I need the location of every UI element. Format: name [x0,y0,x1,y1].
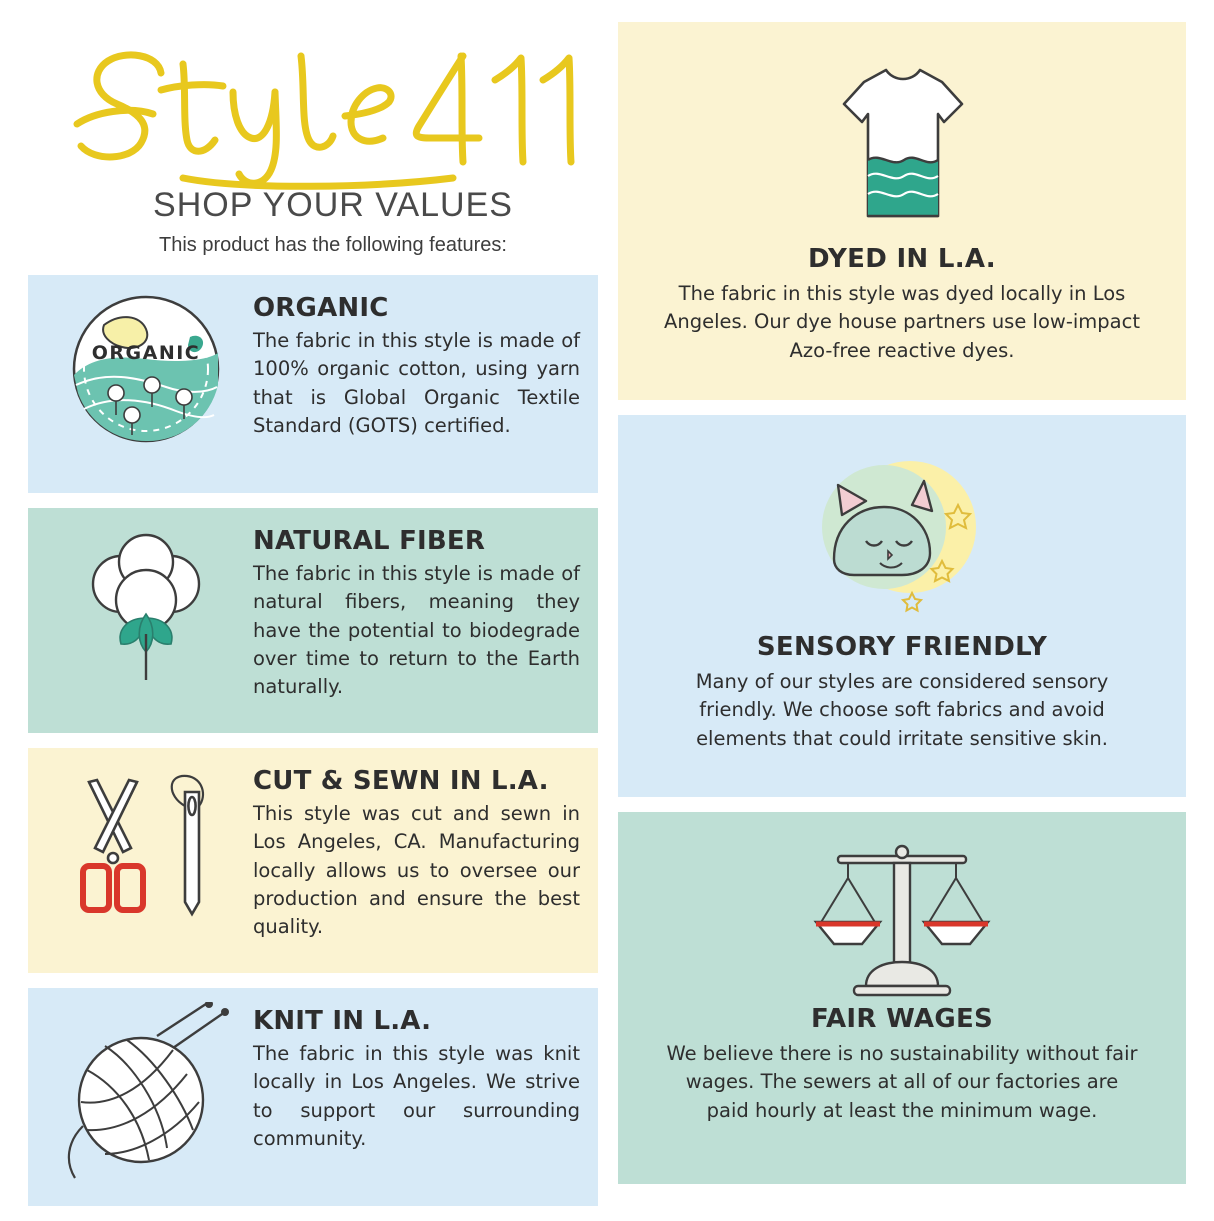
natural-fiber-text [253,522,586,701]
feature-card-fair-wages [618,812,1186,1184]
feature-card-cut-sewn [28,748,598,973]
feature-card-natural-fiber [28,508,598,733]
left-column [28,22,598,1221]
feature-card-knit [28,988,598,1206]
card-body: The fabric in this style was dyed locally in Los Angeles. Our dye house partners use low-impact Azo-free reactive dyes. [664,282,1140,362]
card-body: The fabric in this style is made of 100% organic cotton, using yarn that is Global Organic Textile Standard (GOTS) certified. [253,329,580,437]
organic-badge-icon [38,289,253,449]
knit-text [253,1002,586,1153]
card-body: The fabric in this style was knit locally in Los Angeles. We strive to support our surrounding community. [253,1042,580,1150]
card-body: We believe there is no sustainability without fair wages. The sewers at all of our factories are paid hourly at least the minimum wage. [666,1042,1138,1122]
logo [28,28,598,188]
feature-card-dyed [618,22,1186,400]
scissors-and-needle-icon [38,762,253,937]
header-note: This product has the following features: [159,234,507,256]
card-title: SENSORY FRIENDLY [756,632,1048,662]
feature-card-sensory [618,415,1186,797]
header [28,22,598,257]
card-title: KNIT IN L.A. [253,1006,432,1036]
sleeping-cat-moon-icon [648,441,1156,626]
cut-sewn-text [253,762,586,941]
right-column [618,22,1186,1199]
balance-scale-icon [648,838,1156,998]
card-title: DYED IN L.A. [808,244,996,274]
dyed-tshirt-icon [648,48,1156,238]
card-title: FAIR WAGES [810,1004,994,1034]
yarn-ball-icon [38,1002,253,1187]
cotton-boll-icon [38,522,253,692]
header-subtitle: SHOP YOUR VALUES [153,186,513,224]
card-title: CUT & SEWN IN L.A. [253,766,549,796]
card-title: NATURAL FIBER [253,526,486,556]
organic-text [253,289,586,440]
card-title: ORGANIC [253,293,389,323]
feature-card-organic [28,275,598,493]
organic-badge-label: ORGANIC [91,342,200,364]
card-body: Many of our styles are considered sensory friendly. We choose soft fabrics and avoid elements that could irritate sensitive skin. [695,670,1109,750]
style-411-logo-icon [33,28,593,193]
card-body: This style was cut and sewn in Los Angeles, CA. Manufacturing locally allows us to oversee our production and ensure the best quality. [253,802,580,939]
card-body: The fabric in this style is made of natural fibers, meaning they have the potential to biodegrade over time to return to the Earth naturally. [253,562,580,699]
